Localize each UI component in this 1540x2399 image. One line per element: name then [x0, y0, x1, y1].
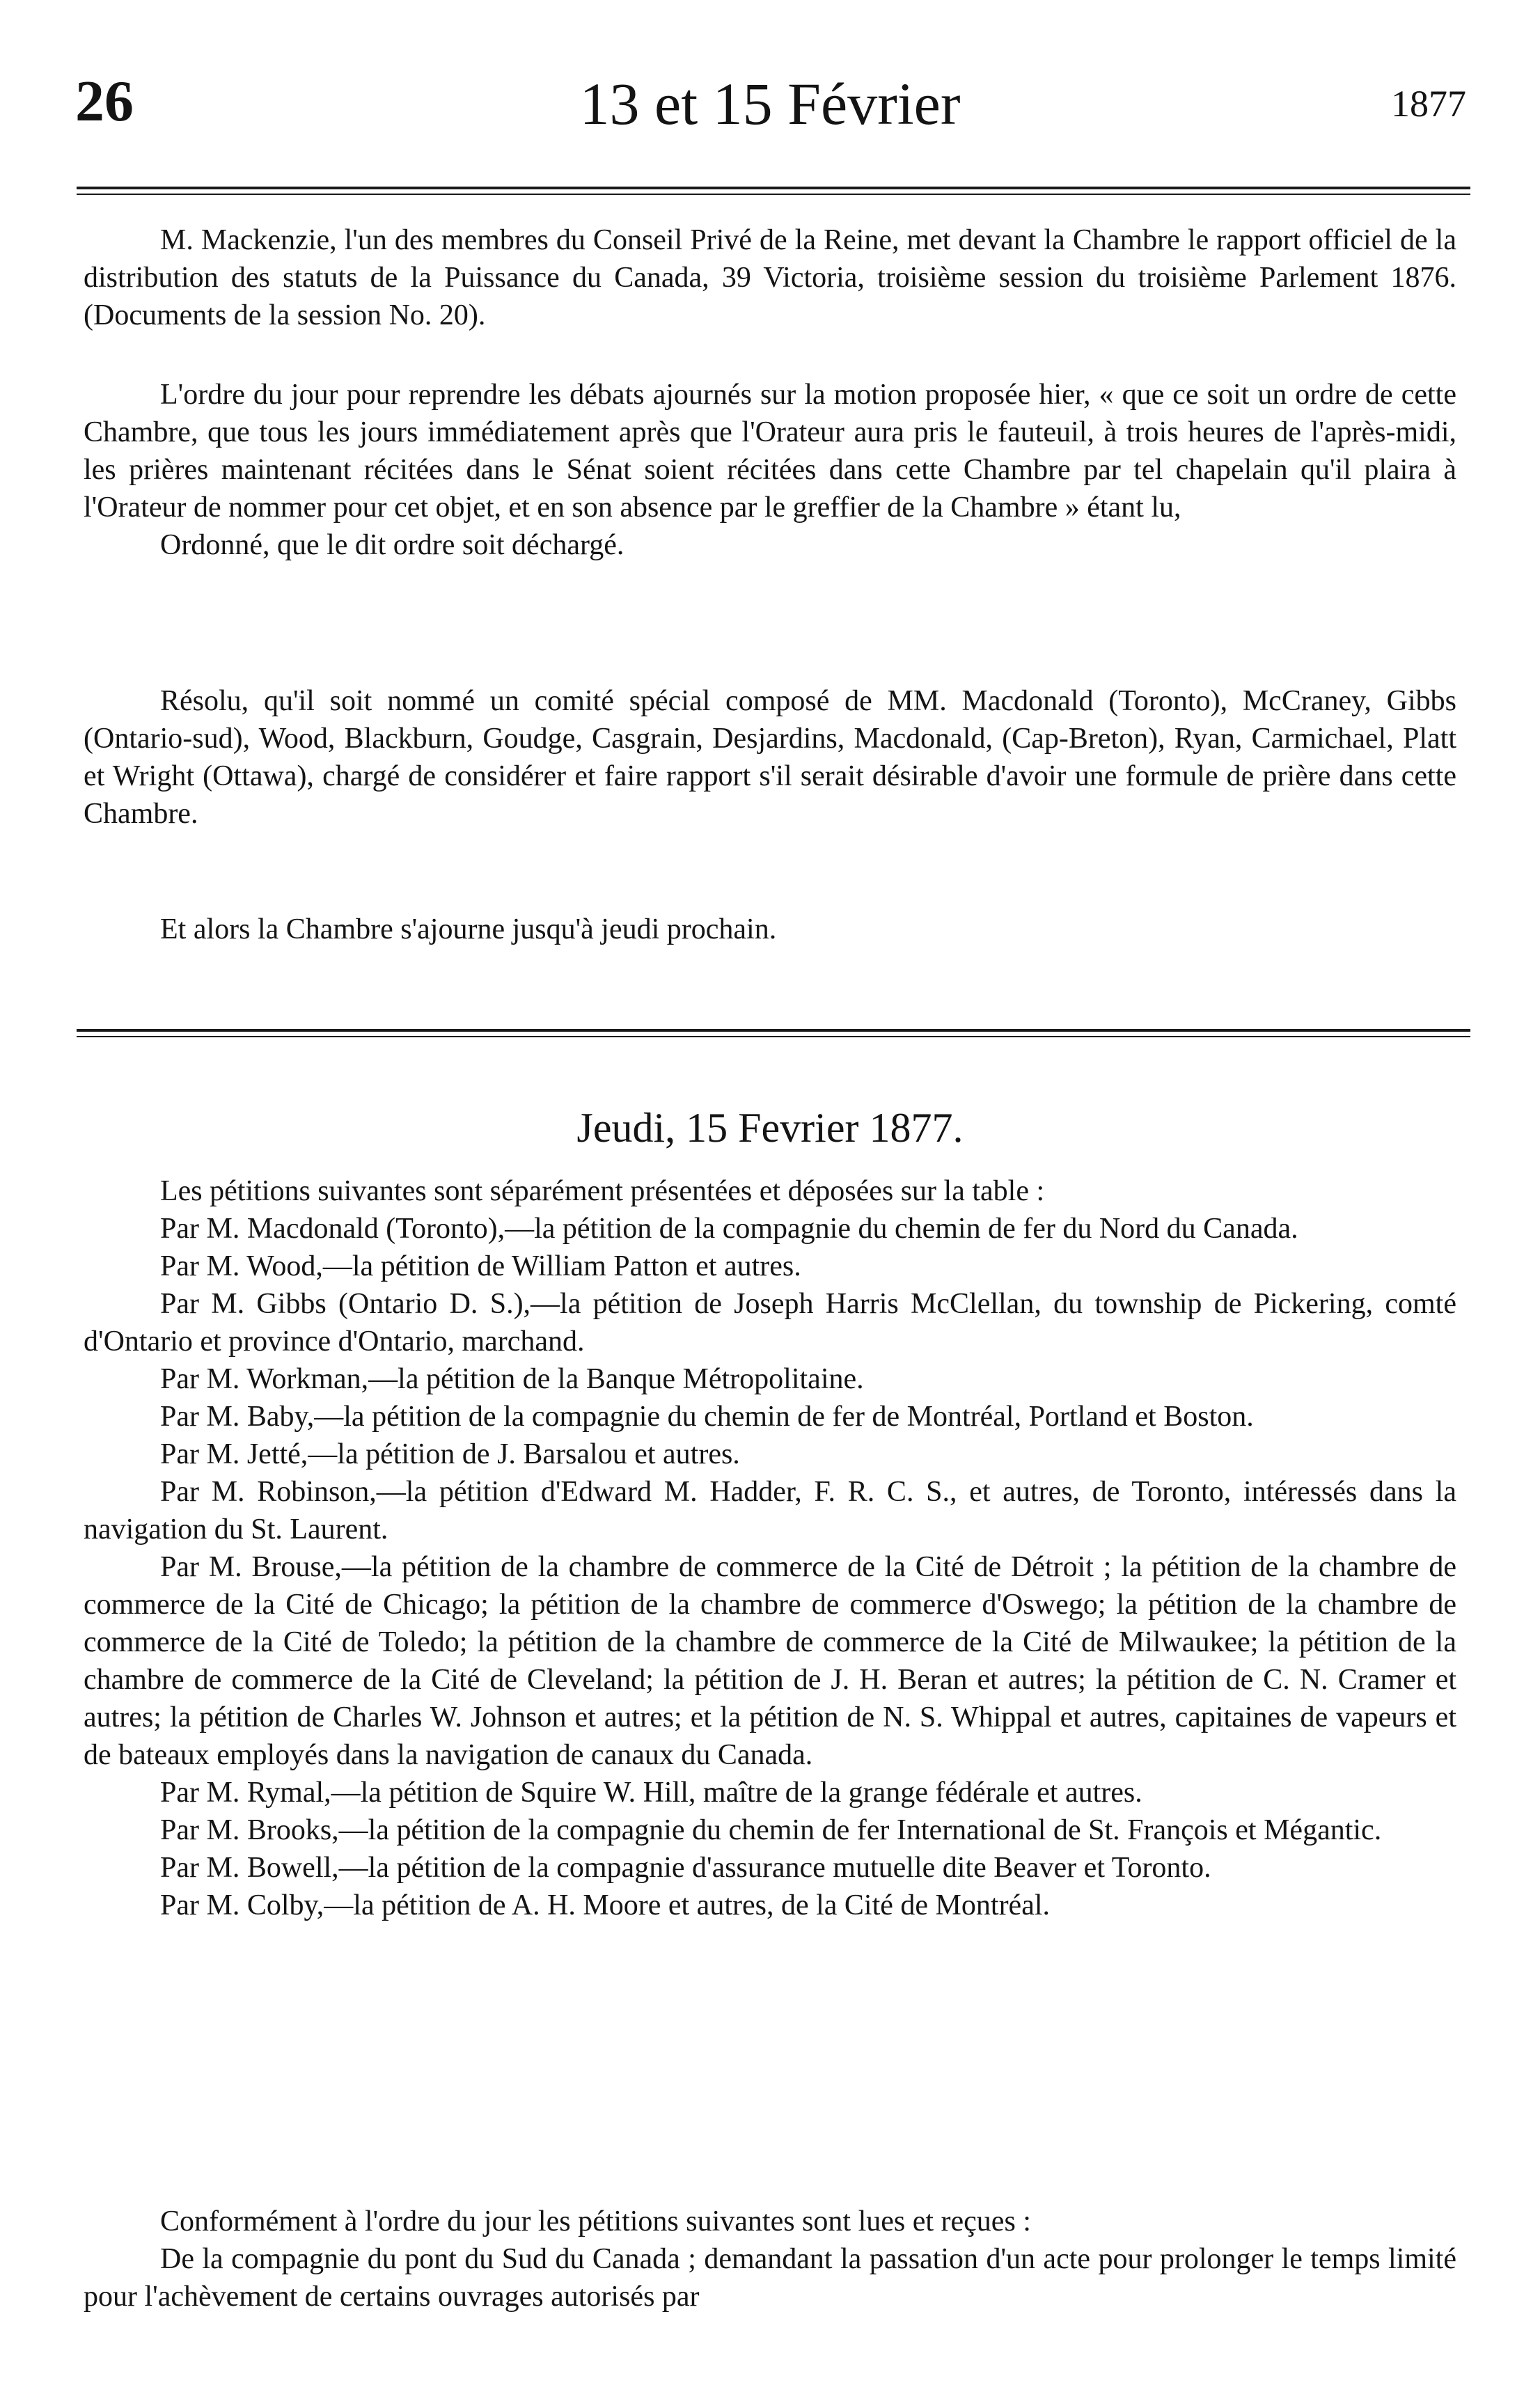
petition-item: Par M. Robinson,—la pétition d'Edward M. Hadder, F. R. C. S., et autres, de Toronto, intéressés dans la navigation du St. Laurent.: [84, 1476, 1456, 1545]
running-header: [70, 64, 1470, 141]
petition-item: Par M. Bowell,—la pétition de la compagnie d'assurance mutuelle dite Beaver et Toronto.: [160, 1852, 1211, 1884]
header-rule: [77, 187, 1470, 195]
paragraph-text: Et alors la Chambre s'ajourne jusqu'à jeudi prochain.: [160, 913, 777, 945]
section-rule: [77, 1029, 1470, 1037]
petition-item: Par M. Jetté,—la pétition de J. Barsalou et autres.: [160, 1438, 740, 1470]
petition-item: Par M. Gibbs (Ontario D. S.),—la pétition de Joseph Harris McClellan, du township de Pickering, comté d'Ontario et province d'Ontario, marchand.: [84, 1288, 1456, 1358]
petition-item: Par M. Colby,—la pétition de A. H. Moore et autres, de la Cité de Montréal.: [160, 1889, 1051, 1921]
petition-item: Par M. Workman,—la pétition de la Banque Métropolitaine.: [160, 1363, 864, 1395]
petition-item: Par M. Rymal,—la pétition de Squire W. Hill, maître de la grange fédérale et autres.: [160, 1777, 1142, 1809]
paragraph-adjourn: [84, 911, 1456, 948]
header-year: 1877: [1391, 83, 1466, 125]
paragraph-resolved: [84, 682, 1456, 833]
paragraph-text: Résolu, qu'il soit nommé un comité spécial composé de MM. Macdonald (Toronto), McCraney, Gibbs (Ontario-sud), Wood, Blackburn, Goudge, Casgrain, Desjardins, Macdonald, (Cap-Breton), Ryan, Carmichael, Platt et Wright (Ottawa), chargé de considérer et faire rapport s'il serait désirable d'avoir une formule de prière dans cette Chambre.: [84, 685, 1456, 830]
date-heading: Jeudi, 15 Fevrier 1877.: [576, 1105, 964, 1151]
header-title: 13 et 15 Février: [579, 70, 961, 137]
paragraph-order-of-day: [84, 376, 1456, 564]
paragraph-ordered: Ordonné, que le dit ordre soit déchargé.: [160, 529, 624, 561]
paragraph-documents: [84, 221, 1456, 334]
paragraph-text: Conformément à l'ordre du jour les pétitions suivantes sont lues et reçues :: [160, 2205, 1031, 2237]
petition-item: Par M. Brouse,—la pétition de la chambre de commerce de la Cité de Détroit ; la pétition de la chambre de commerce de la Cité de Chicago; la pétition de la chambre de commerce d'Oswego; la pétition de la chambre de commerce de la Cité de Toledo; la pétition de la chambre de commerce de la Cité de Milwaukee; la pétition de la chambre de commerce de la Cité de Cleveland; la pétition de J. H. Beran et autres; la pétition de C. N. Cramer et autres; la pétition de Charles W. Johnson et autres; et la pétition de N. S. Whippal et autres, capitaines de vapeurs et de bateaux employés dans la navigation de canaux du Canada.: [84, 1551, 1456, 1771]
paragraph-text: De la compagnie du pont du Sud du Canada ; demandant la passation d'un acte pour prolonger le temps limité pour l'achèvement de certains ouvrages autorisés par: [84, 2243, 1456, 2313]
petition-item: Par M. Wood,—la pétition de William Patton et autres.: [160, 1250, 801, 1282]
petitions-intro: Les pétitions suivantes sont séparément présentées et déposées sur la table :: [160, 1175, 1045, 1207]
petition-item: Par M. Macdonald (Toronto),—la pétition de la compagnie du chemin de fer du Nord du Canada.: [160, 1213, 1298, 1245]
petition-item: Par M. Brooks,—la pétition de la compagnie du chemin de fer International de St. François et Mégantic.: [160, 1814, 1382, 1846]
paragraph-text: M. Mackenzie, l'un des membres du Conseil Privé de la Reine, met devant la Chambre le rapport officiel de la distribution des statuts de la Puissance du Canada, 39 Victoria, troisième session du troisième Parlement 1876. (Documents de la session No. 20).: [84, 224, 1456, 331]
page-number: 26: [75, 69, 134, 134]
petition-item: Par M. Baby,—la pétition de la compagnie du chemin de fer de Montréal, Portland et Boston.: [160, 1401, 1254, 1433]
paragraph-text: L'ordre du jour pour reprendre les débats ajournés sur la motion proposée hier, « que ce soit un ordre de cette Chambre, que tous les jours immédiatement après que l'Orateur aura pris le fauteuil, à trois heures de l'après-midi, les prières maintenant récitées dans le Sénat soient récitées dans cette Chambre par tel chapelain qu'il plaira à l'Orateur de nommer pour cet objet, et en son absence par le greffier de la Chambre » étant lu,: [84, 379, 1456, 524]
paragraph-received: [84, 2203, 1456, 2315]
petitions-section: [84, 1172, 1456, 1924]
